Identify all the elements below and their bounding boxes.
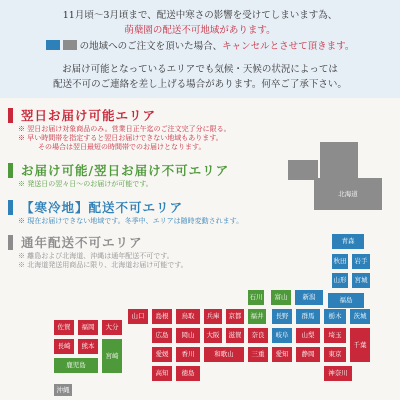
notice-cancel-text: キャンセルとさせて頂きます。 [222, 41, 355, 52]
pref-shizuoka: 静岡 [296, 347, 320, 362]
pref-kumamoto: 熊本 [78, 339, 98, 354]
pref-shiga: 滋賀 [226, 328, 244, 343]
legend-cold-note-1: ※ 現在お届けできない地域です。冬季中、エリアは随時変動されます。 [18, 217, 244, 225]
notice-line-2: 萌蘖園の配送不可地域があります。 [124, 25, 276, 36]
pref-ishikawa: 石川 [248, 290, 264, 305]
legend-next-day-title: 翌日お届け可能エリア [8, 108, 156, 123]
pref-tokyo: 東京 [324, 347, 346, 362]
notice-line-3-a: の地域へのご注文を頂いた場合、 [79, 41, 223, 52]
pref-nagano: 長野 [272, 309, 292, 324]
pref-fukui: 福井 [248, 309, 266, 324]
pref-yamaguchi: 山口 [128, 309, 148, 324]
pref-miyagi: 宮城 [352, 273, 370, 288]
legend-next-day-note-2: ※ 早い時間帯を指定すると翌日お届けできない地域もあります。 [18, 134, 223, 142]
notice-line-4: お届け可能となっているエリアでも気候・天候の状況によっては [62, 64, 338, 75]
pref-saitama: 埼玉 [324, 328, 346, 343]
pref-hiroshima: 広島 [152, 328, 172, 343]
pref-niigata: 新潟 [295, 290, 323, 305]
pref-gunma: 群馬 [296, 309, 320, 324]
pref-kyoto: 京都 [226, 309, 244, 324]
legend-partial-title: お届け可能/翌日お届け不可エリア [8, 163, 229, 178]
legend-yearround-note-1: ※ 離島および北海道、沖縄は通年配送不可です。 [18, 252, 174, 260]
notice-line-1: 11月頃～3月頃まで、配送中寒さの影響を受けてしまいます為、 [62, 10, 338, 21]
pref-nagasaki: 長崎 [54, 339, 74, 354]
pref-kochi: 高知 [152, 366, 172, 381]
pref-nara: 奈良 [248, 328, 268, 343]
pref-iwate: 岩手 [352, 254, 370, 269]
pref-ibaraki: 茨城 [350, 309, 370, 324]
pref-tottori: 鳥取 [176, 309, 200, 324]
pref-aichi: 愛知 [272, 347, 292, 362]
pref-miyazaki: 宮崎 [102, 339, 122, 373]
pref-yamagata: 山形 [332, 273, 348, 288]
pref-fukushima: 福島 [328, 293, 364, 308]
pref-tochigi: 栃木 [324, 309, 346, 324]
pref-mie: 三重 [248, 347, 268, 362]
pref-wakayama: 和歌山 [204, 347, 244, 362]
pref-oita: 大分 [102, 320, 122, 335]
legend-next-day-note-3: その場合は翌日最短の時間帯でのお届けとなります。 [38, 143, 206, 151]
pref-kagawa: 香川 [176, 347, 200, 362]
pref-aomori: 青森 [332, 234, 364, 249]
pref-okinawa: 沖縄 [54, 384, 72, 396]
pref-hokkaido-north [288, 160, 318, 180]
pref-hokkaido: 北海道 [314, 178, 382, 210]
pref-gifu: 岐阜 [272, 328, 292, 343]
pref-osaka: 大阪 [204, 328, 222, 343]
legend-yearround-note-2: ※ 北海道発送用商品に限り、北海道お届け可能です。 [18, 261, 188, 269]
legend-cold-title: 【寒冷地】配送不可エリア [8, 200, 183, 215]
pref-chiba: 千葉 [350, 328, 370, 362]
pref-toyama: 富山 [271, 290, 291, 305]
pref-fukuoka: 福岡 [78, 320, 98, 335]
pref-hyogo: 兵庫 [204, 309, 222, 324]
pref-kanagawa: 神奈川 [324, 366, 352, 381]
notice-line-3 [0, 39, 400, 54]
pref-yamanashi: 山梨 [296, 328, 320, 343]
legend-next-day-note-1: ※ 翌日お届け対象商品のみ。営業日正午迄のご注文完了分に限る。 [18, 125, 231, 133]
pref-okayama: 岡山 [176, 328, 200, 343]
pref-tokushima: 徳島 [176, 366, 200, 381]
notice-line-5: 配送不可のご連絡を差し上げる場合があります。何卒ご了承下さい。 [53, 79, 347, 90]
pref-hokkaido-tip [320, 142, 358, 180]
pref-kagoshima: 鹿児島 [54, 358, 98, 373]
pref-saga: 佐賀 [54, 320, 74, 335]
pref-ehime: 愛媛 [152, 347, 172, 362]
pref-shimane: 島根 [152, 309, 172, 324]
pref-akita: 秋田 [332, 254, 348, 269]
legend-yearround-title: 通年配送不可エリア [8, 235, 143, 250]
cold-area-swatch [46, 40, 60, 50]
legend-partial-note-1: ※ 発送日の翌々日～のお届けが可能です。 [18, 180, 153, 188]
yearround-area-swatch [63, 40, 77, 50]
